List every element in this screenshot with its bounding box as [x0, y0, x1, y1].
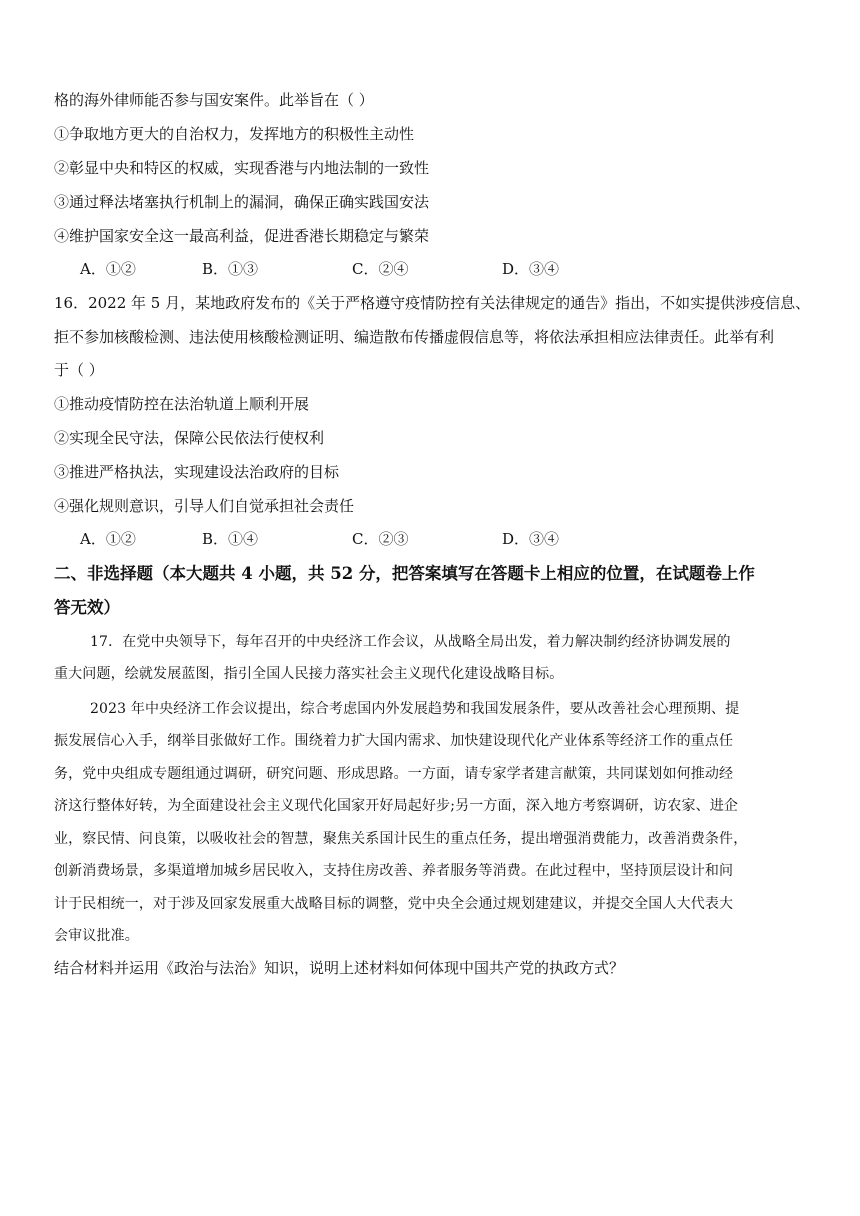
q17-para2-line-6: 创新消费场景，多渠道增加城乡居民收入，支持住房改善、养者服务等消费。在此过程中，坚持顶层设计和问 [54, 863, 734, 879]
q17-para2-line-1: 2023 年中央经济工作会议提出，综合考虑国内外发展趋势和我国发展条件，要从改善社会心理预期、提 [90, 701, 740, 717]
q17-para2-line-8: 会审议批准。 [54, 928, 139, 944]
q15-option-c: C．②④ [352, 260, 409, 278]
q16-stem-line-2: 拒不参加核酸检测、违法使用核酸检测证明、编造散布传播虚假信息等，将依法承担相应法律责任。此举有利 [54, 328, 775, 346]
q16-item-3: ③推进严格执法，实现建设法治政府的目标 [54, 463, 340, 481]
q16-option-d: D．③④ [502, 530, 560, 548]
q15-item-4: ④维护国家安全这一最高利益，促进香港长期稳定与繁荣 [54, 227, 430, 245]
q16-option-b: B．①④ [202, 530, 259, 548]
q17-para2-line-2: 振发展信心入手，纲举目张做好工作。围绕着力扩大国内需求、加快建设现代化产业体系等经济工作的重点任 [54, 733, 734, 749]
q16-option-c: C．②③ [352, 530, 409, 548]
q15-item-3: ③通过释法堵塞执行机制上的漏洞，确保正确实践国安法 [54, 193, 430, 211]
q16-item-4: ④强化规则意识，引导人们自觉承担社会责任 [54, 497, 355, 515]
section-heading-line-2: 答无效） [54, 598, 120, 617]
q15-item-2: ②彰显中央和特区的权威，实现香港与内地法制的一致性 [54, 159, 430, 177]
q16-stem-line-3: 于（ ） [54, 361, 104, 379]
q17-para2-line-3: 务，党中央组成专题组通过调研，研究问题、形成思路。一方面，请专家学者建言献策，共同谋划如何推动经 [54, 766, 734, 782]
q17-para2-line-7: 计于民相统一，对于涉及回家发展重大战略目标的调整，党中央全会通过规划建建议，并提交全国人大代表大 [54, 896, 734, 912]
q17-para2-line-4: 济这行整体好转，为全面建设社会主义现代化国家开好局起好步;另一方面，深入地方考察调研，访农家、进企 [54, 798, 739, 814]
q17-para2-line-5: 业，察民情、问良策，以吸收社会的智慧，聚焦关系国计民生的重点任务，提出增强消费能力，改善消费条件， [54, 831, 748, 847]
q17-para1-line-1: 17．在党中央领导下，每年召开的中央经济工作会议，从战略全局出发，着力解决制约经济协调发展的 [90, 634, 731, 650]
q17-para1-line-2: 重大问题，绘就发展蓝图，指引全国人民接力落实社会主义现代化建设战略目标。 [54, 666, 564, 682]
q16-stem-line-1: 16．2022 年 5 月，某地政府发布的《关于严格遵守疫情防控有关法律规定的通告》指出，不如实提供涉疫信息、 [54, 294, 811, 312]
q15-stem-tail: 格的海外律师能否参与国安案件。此举旨在（ ） [54, 91, 374, 109]
q17-question: 结合材料并运用《政治与法治》知识，说明上述材料如何体现中国共产党的执政方式？ [54, 959, 625, 977]
q15-item-1: ①争取地方更大的自治权力，发挥地方的积极性主动性 [54, 125, 415, 143]
q16-item-2: ②实现全民守法，保障公民依法行使权利 [54, 429, 325, 447]
q15-option-b: B．①③ [202, 260, 259, 278]
q15-option-d: D．③④ [502, 260, 560, 278]
q16-option-a: A．①② [80, 530, 136, 548]
q15-option-a: A．①② [80, 260, 136, 278]
section-heading-line-1: 二、非选择题（本大题共 4 小题，共 52 分，把答案填写在答题卡上相应的位置，在试题卷上作 [54, 564, 755, 583]
q16-item-1: ①推动疫情防控在法治轨道上顺利开展 [54, 395, 310, 413]
